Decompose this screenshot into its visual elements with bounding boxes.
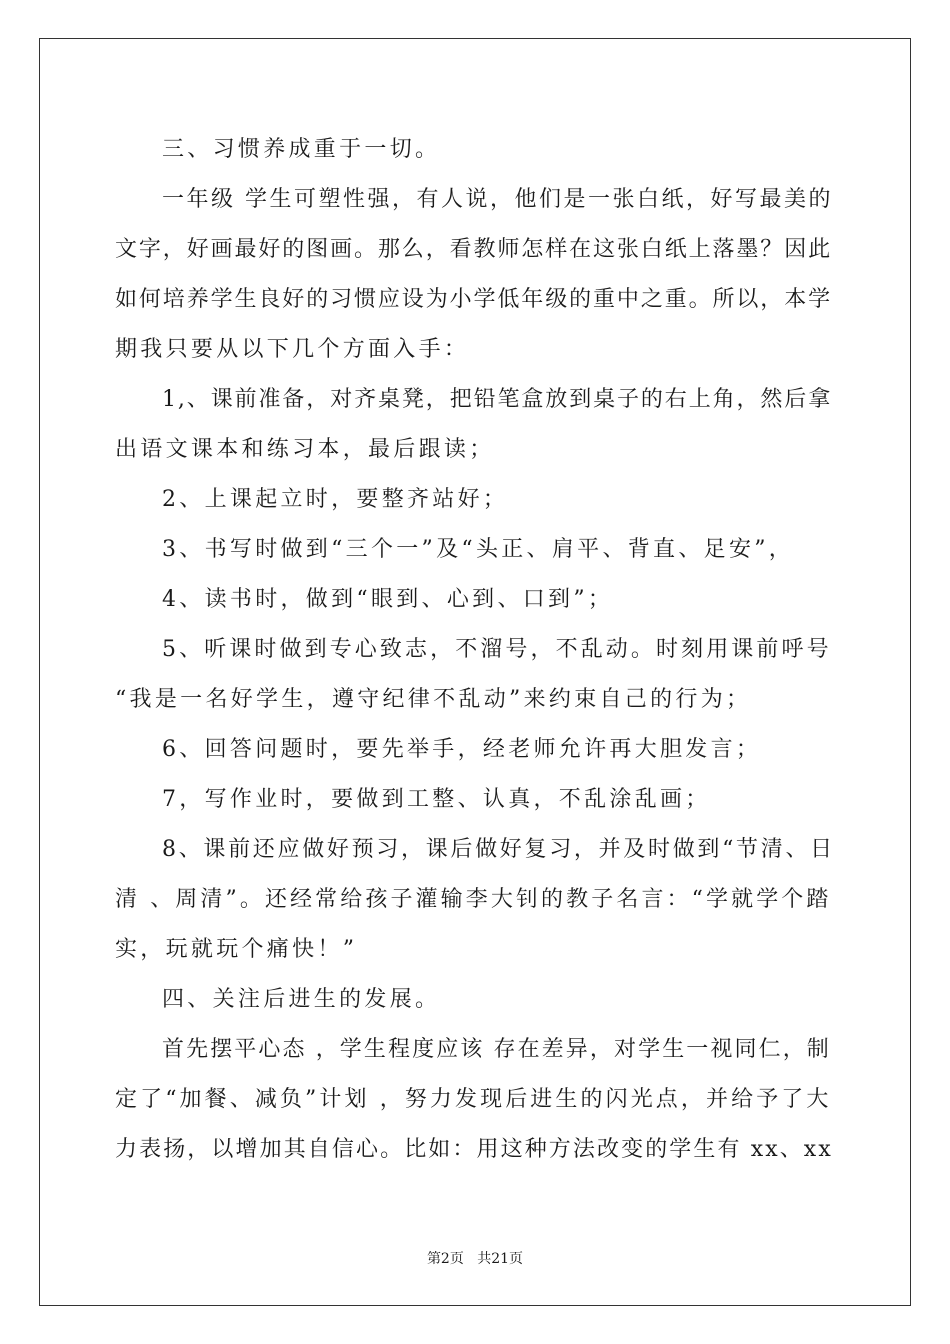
page-border xyxy=(39,38,911,1306)
list-item-5: 5、听课时做到专心致志，不溜号，不乱动。时刻用课前呼号 xyxy=(162,637,832,662)
list-item-5-cont: “我是一名好学生，遵守纪律不乱动”来约束自己的行为； xyxy=(115,687,752,712)
list-item-8-cont: 实，玩就玩个痛快！” xyxy=(115,937,358,962)
section-heading-habits: 三、习惯养成重于一切。 xyxy=(162,137,441,162)
paragraph-line: 如何培养学生良好的习惯应设为小学低年级的重中之重。所以，本学 xyxy=(115,287,833,312)
list-item-6: 6、回答问题时，要先举手，经老师允许再大胆发言； xyxy=(162,737,762,762)
list-item-1-cont: 出语文课本和练习本，最后跟读； xyxy=(115,437,495,462)
paragraph-line: 一年级 学生可塑性强，有人说，他们是一张白纸，好写最美的 xyxy=(162,187,833,212)
page-footer xyxy=(0,1248,950,1268)
paragraph-line: 定了“加餐、减负”计划 ，努力发现后进生的闪光点，并给予了大 xyxy=(115,1087,832,1112)
paragraph-line: 文字，好画最好的图画。那么，看教师怎样在这张白纸上落墨？因此 xyxy=(115,237,833,262)
list-item-8-cont: 清 、周清”。还经常给孩子灌输李大钊的教子名言：“学就学个踏 xyxy=(115,887,832,912)
list-item-4: 4、读书时，做到“眼到、心到、口到”； xyxy=(162,587,614,612)
list-item-8: 8、课前还应做好预习，课后做好复习，并及时做到“节清、日 xyxy=(162,837,835,862)
list-item-7: 7，写作业时，要做到工整、认真，不乱涂乱画； xyxy=(162,787,711,812)
list-item-2: 2、上课起立时，要整齐站好； xyxy=(162,487,509,512)
paragraph-line: 力表扬，以增加其自信心。比如：用这种方法改变的学生有 xx、xx xyxy=(115,1137,833,1162)
section-heading-students: 四、关注后进生的发展。 xyxy=(162,987,441,1012)
list-item-1: 1,、课前准备，对齐桌凳，把铅笔盒放到桌子的右上角，然后拿 xyxy=(162,387,833,412)
paragraph-line: 期我只要从以下几个方面入手： xyxy=(115,337,470,362)
page-total: 共21页 xyxy=(477,1251,524,1267)
page-number: 第2页 xyxy=(426,1251,464,1267)
list-item-3: 3、书写时做到“三个一”及“头正、肩平、背直、足安”， xyxy=(162,537,795,562)
paragraph-line: 首先摆平心态 ，学生程度应该 存在差异，对学生一视同仁，制 xyxy=(162,1037,831,1062)
